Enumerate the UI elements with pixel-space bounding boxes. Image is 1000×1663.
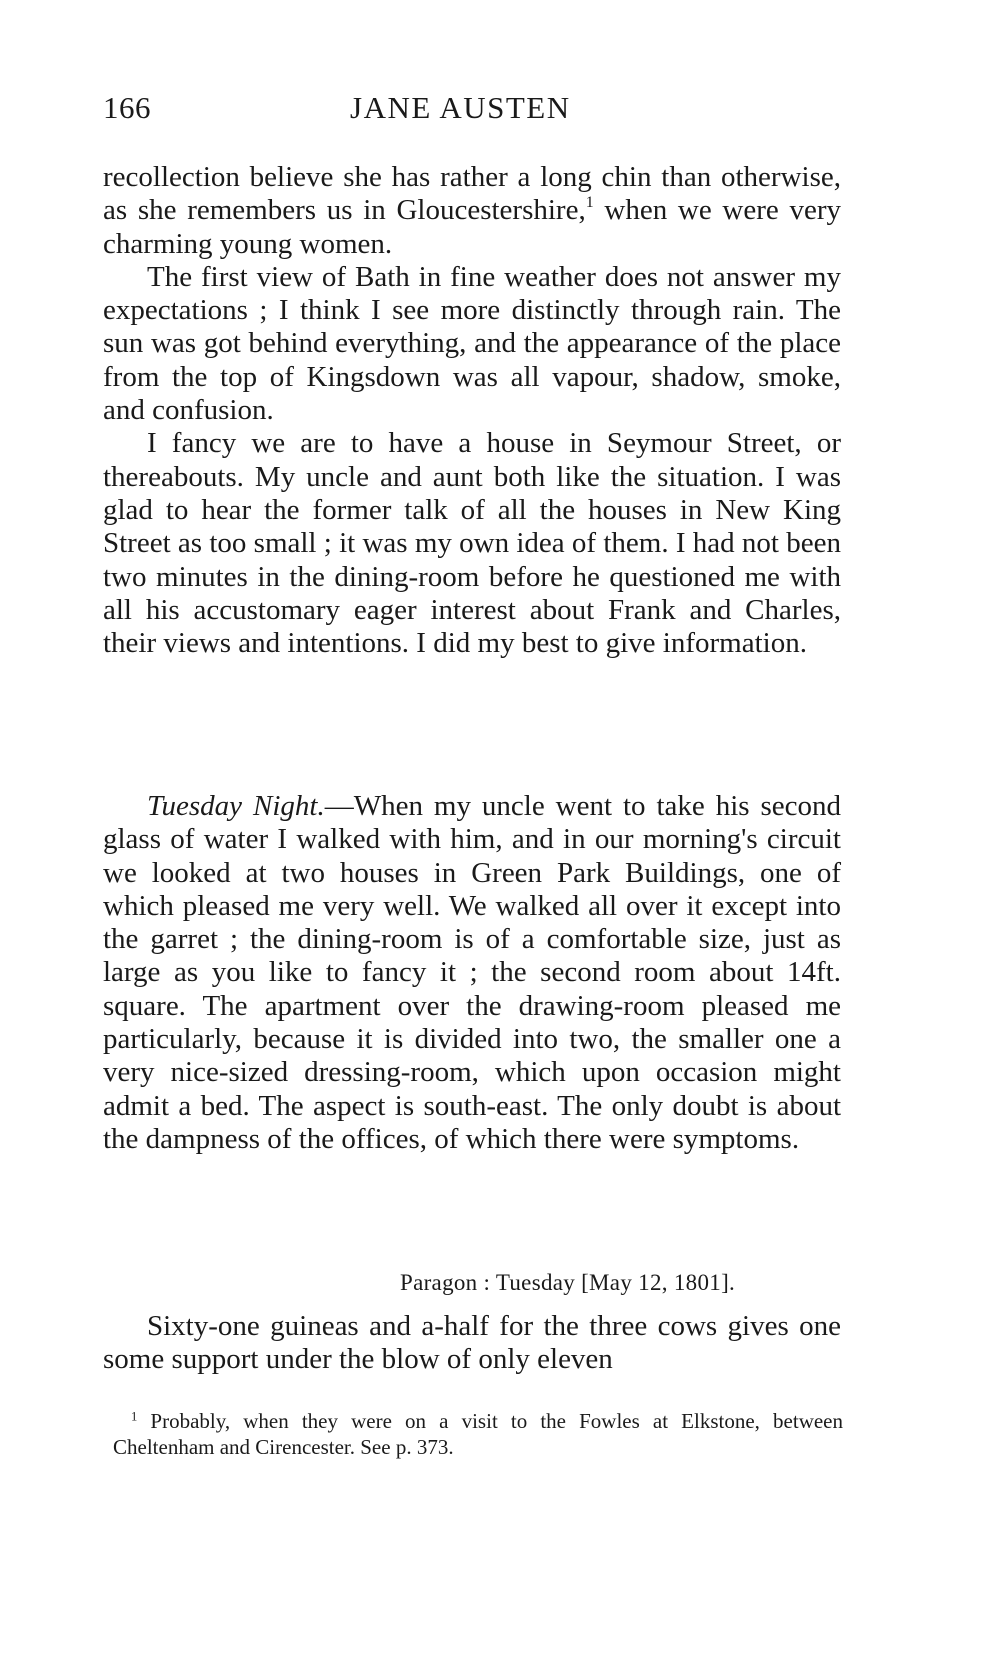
paragraph-text: —When my uncle went to take his second glass of water I walked with him, and in our morning's circuit we looked at two houses in Green Park Buildings, one of which pleased me very well. We walked all over it except into the garret ; the dining-room is of a comfortable size, just as large as you like to fancy it ; the second room about 14ft. square. The apartment over the drawing-room pleased me particularly, because it is divided into two, the smaller one a very nice-sized dressing-room, which upon occasion might admit a bed. The aspect is south-east. The only doubt is about the dampness of the offices, of which there were symptoms. bbox=[103, 790, 842, 1155]
footnotes bbox=[113, 1408, 843, 1460]
running-head bbox=[103, 90, 843, 136]
entry-heading: Tuesday Night. bbox=[147, 790, 325, 822]
paragraph-text: when we were very charming young women. bbox=[103, 194, 841, 260]
main-text-upper bbox=[103, 161, 841, 660]
footnote-reference: 1 bbox=[585, 194, 594, 212]
footnote-text: Probably, when they were on a visit to the Fowles at Elkstone, between Cheltenham and Cirencester. See p. 373. bbox=[113, 1409, 843, 1459]
footnote-mark: 1 bbox=[131, 1409, 138, 1424]
book-title: JANE AUSTEN bbox=[350, 90, 571, 125]
paragraph-cows: Sixty-one guineas and a-half for the three cows gives one some support under the blow of only eleven bbox=[103, 1310, 841, 1376]
paragraph-seymour-street: I fancy we are to have a house in Seymour Street, or thereabouts. My uncle and aunt both like the situation. I was glad to hear the former talk of all the houses in New King Street as too small ; it was my own idea of them. I had not been two minutes in the dining-room before he questioned me with all his accustomary eager interest about Frank and Charles, their views and intentions. I did my best to give information. bbox=[103, 427, 841, 660]
footnote bbox=[113, 1408, 843, 1460]
letter-dateline: Paragon : Tuesday [May 12, 1801]. bbox=[400, 1270, 736, 1295]
page-number: 166 bbox=[103, 90, 151, 125]
paragraph-continued bbox=[103, 161, 841, 261]
paragraph-bath-view: The first view of Bath in fine weather does not answer my expectations ; I think I see more distinctly through rain. The sun was got behind everything, and the appearance of the place from the top of Kingsdown was all vapour, shadow, smoke, and confusion. bbox=[103, 260, 841, 427]
paragraph-tuesday-night bbox=[103, 790, 841, 1156]
paragraph-text: recollection believe she has rather a long chin than otherwise, as she remembers us in Gloucestershire, bbox=[103, 161, 841, 227]
main-text-tuesday-night bbox=[103, 790, 841, 1156]
main-text-lower bbox=[103, 1310, 841, 1377]
